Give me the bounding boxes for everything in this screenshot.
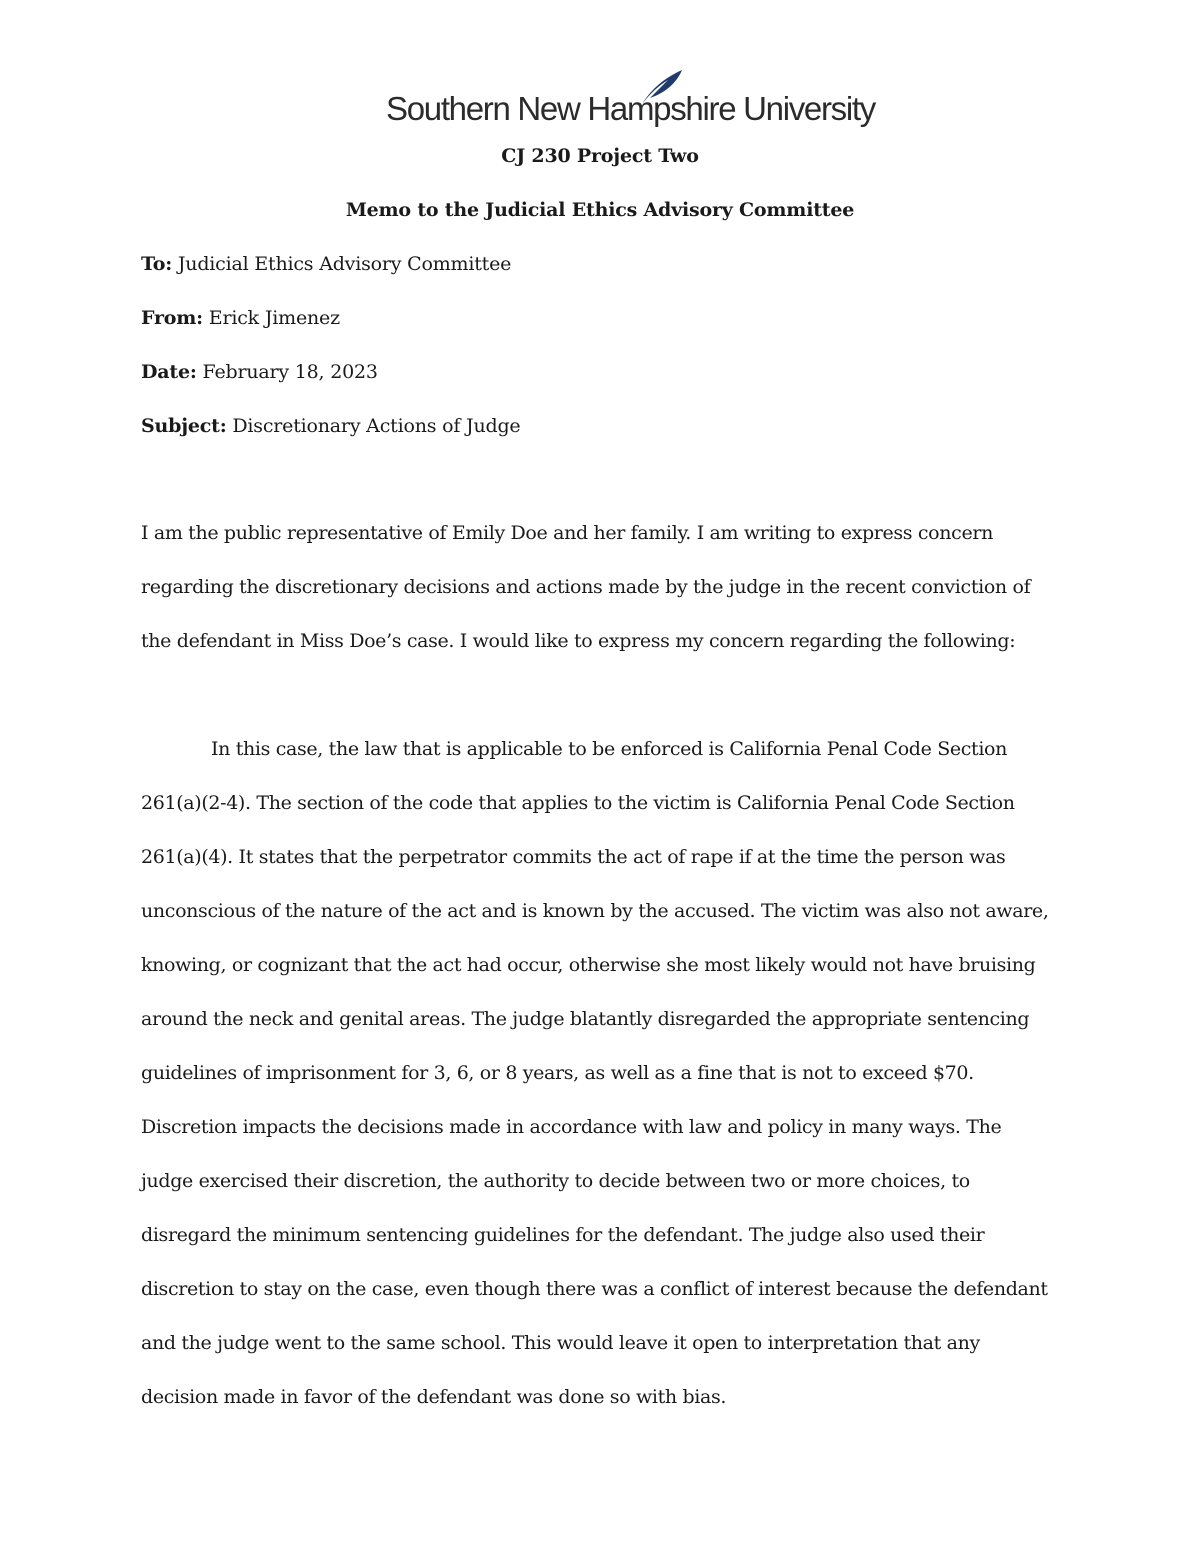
body-line: knowing, or cognizant that the act had occur, otherwise she most likely would not have bruising (141, 954, 1036, 976)
to-value: Judicial Ethics Advisory Committee (172, 253, 512, 275)
to-label: To: (141, 253, 173, 275)
body-line: In this case, the law that is applicable to be enforced is California Penal Code Section (211, 738, 1008, 760)
body-line: decision made in favor of the defendant was done so with bias. (141, 1386, 727, 1408)
body-line: 261(a)(2-4). The section of the code that applies to the victim is California Penal Code Section (141, 792, 1015, 814)
body-line: 261(a)(4). It states that the perpetrator commits the act of rape if at the time the person was (141, 846, 1006, 868)
intro-line: regarding the discretionary decisions and actions made by the judge in the recent conviction of (141, 576, 1031, 598)
body-line: discretion to stay on the case, even though there was a conflict of interest because the defendant (141, 1278, 1048, 1300)
body-line: Discretion impacts the decisions made in accordance with law and policy in many ways. The (141, 1116, 1002, 1138)
memo-to (141, 253, 511, 275)
memo-date (141, 361, 378, 383)
university-logo (386, 68, 875, 138)
course-title: CJ 230 Project Two (501, 145, 699, 167)
subject-value: Discretionary Actions of Judge (226, 415, 521, 437)
memo-subject (141, 415, 520, 437)
body-line: disregard the minimum sentencing guidelines for the defendant. The judge also used their (141, 1224, 985, 1246)
memo-title: Memo to the Judicial Ethics Advisory Committee (345, 199, 855, 221)
from-label: From: (141, 307, 203, 329)
body-line: judge exercised their discretion, the authority to decide between two or more choices, to (141, 1170, 970, 1192)
intro-line: I am the public representative of Emily Doe and her family. I am writing to express concern (141, 522, 993, 544)
body-line: unconscious of the nature of the act and is known by the accused. The victim was also not aware, (141, 900, 1049, 922)
logo-wordmark: Southern New Hampshire University (386, 90, 875, 127)
date-value: February 18, 2023 (196, 361, 378, 383)
memo-from (141, 307, 340, 329)
intro-line: the defendant in Miss Doe’s case. I would like to express my concern regarding the following: (141, 630, 1016, 652)
body-line: and the judge went to the same school. This would leave it open to interpretation that any (141, 1332, 980, 1354)
date-label: Date: (141, 361, 197, 383)
body-line: around the neck and genital areas. The judge blatantly disregarded the appropriate sentencing (141, 1008, 1030, 1030)
from-value: Erick Jimenez (202, 307, 340, 329)
body-line: guidelines of imprisonment for 3, 6, or 8 years, as well as a fine that is not to exceed $70. (141, 1062, 974, 1084)
subject-label: Subject: (141, 415, 227, 437)
